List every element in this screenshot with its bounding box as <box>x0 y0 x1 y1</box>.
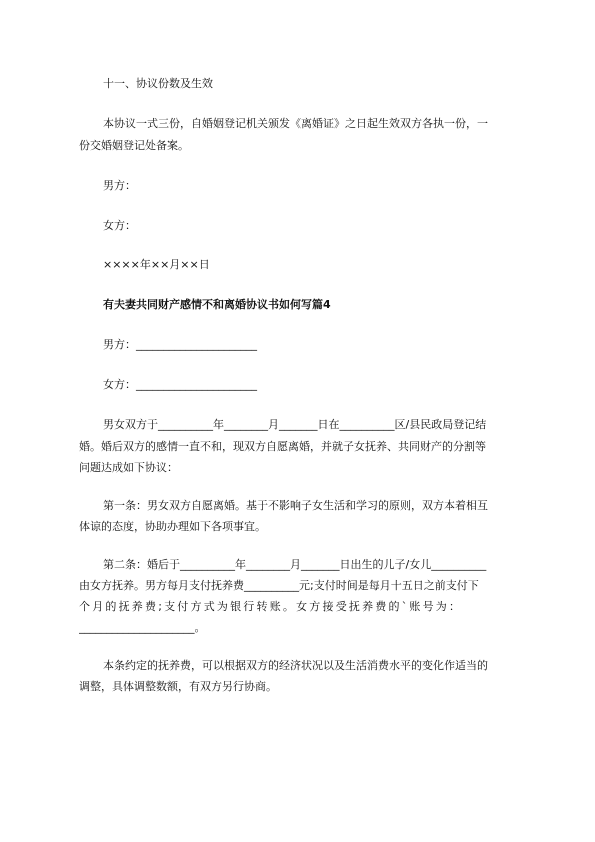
wife-field: 女方：______________________ <box>103 378 257 391</box>
paragraph-line: 份交婚姻登记处备案。 <box>79 139 189 152</box>
paragraph-line: 本条约定的抚养费，可以根据双方的经济状况以及生活消费水平的变化作适当的 <box>103 659 488 672</box>
clause-one-line: 第一条：男女双方自愿离婚。基于不影响子女生活和学习的原则，双方本着相互 <box>103 499 488 512</box>
paragraph-line: 本协议一式三份，自婚姻登记机关颁发《离婚证》之日起生效双方各执一份，一 <box>103 117 488 130</box>
date-line: ××××年××月××日 <box>103 258 210 271</box>
signature-wife: 女方： <box>103 219 136 232</box>
paragraph-line: 调整，具体调整数额，有双方另行协商。 <box>79 680 277 693</box>
paragraph-line: 男女双方于__________年________月_______日在__________区/县民政局登记结 <box>103 418 487 431</box>
account-number-field: _____________________。 <box>79 621 206 634</box>
signature-husband: 男方： <box>103 179 136 192</box>
husband-field: 男方：______________________ <box>103 338 257 351</box>
clause-one-line: 体谅的态度，协助办理如下各项事宜。 <box>79 520 266 533</box>
article-title: 有夫妻共同财产感情不和离婚协议书如何写篇4 <box>103 298 331 311</box>
section-heading: 十一、协议份数及生效 <box>103 77 213 90</box>
clause-two-line: 第二条：婚后于__________年________月_______日出生的儿子/女儿__________ <box>103 558 487 571</box>
paragraph-line: 婚。婚后双方的感情一直不和，现双方自愿离婚，并就子女抚养、共同财产的分割等 <box>79 440 486 453</box>
paragraph-line: 问题达成如下协议： <box>79 461 178 474</box>
clause-two-line: 个月的抚养费;支付方式为银行转账。女方接受抚养费的`账号为： <box>79 600 463 613</box>
clause-two-line: 由女方抚养。男方每月支付抚养费__________元;支付时间是每月十五日之前支付下 <box>79 579 479 592</box>
